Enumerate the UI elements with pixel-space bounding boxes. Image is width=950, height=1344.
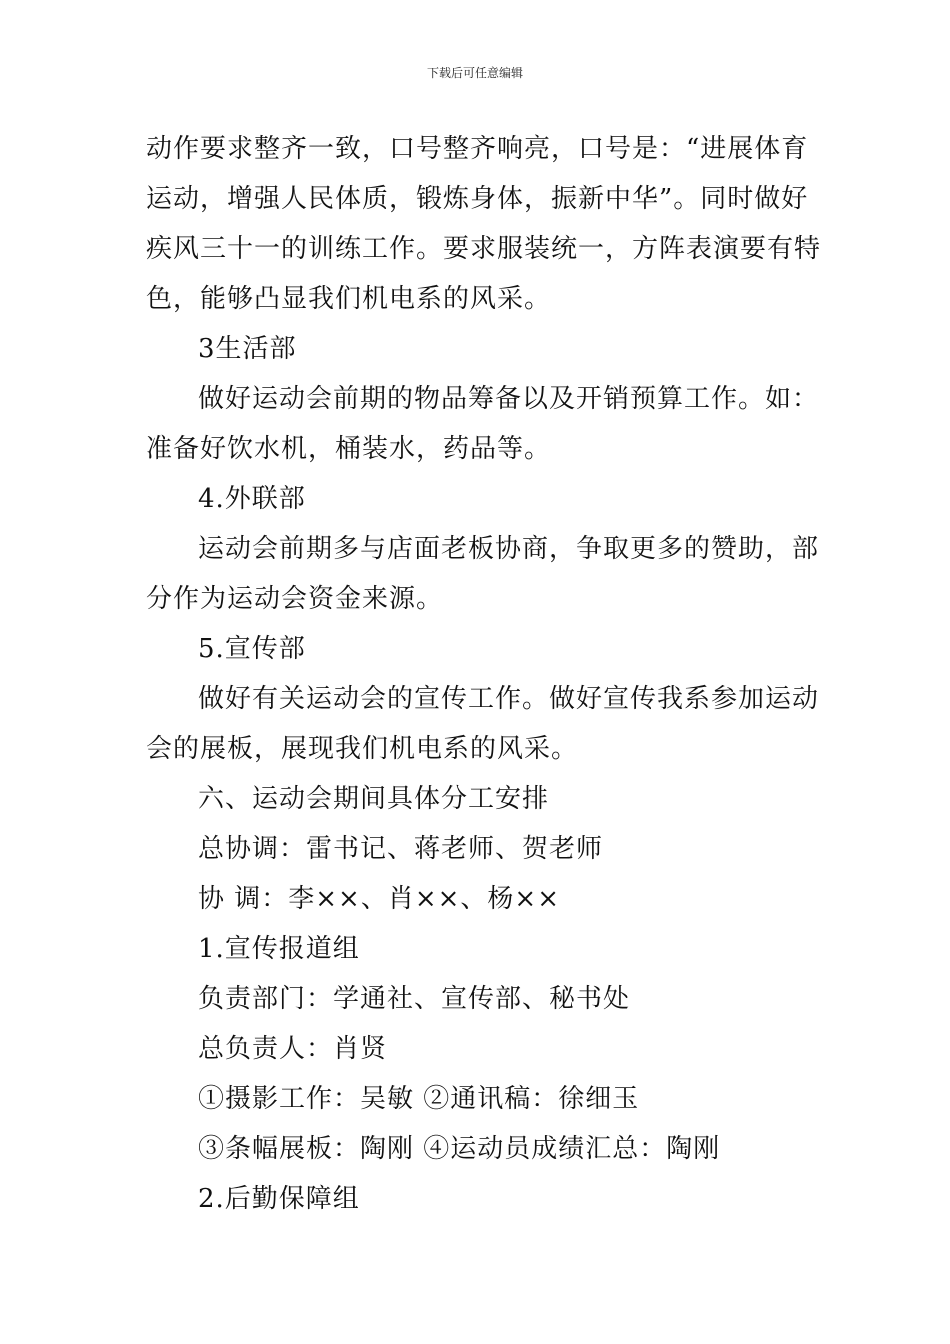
document-body [146, 124, 822, 1224]
paragraph-line: 做好运动会前期的物品筹备以及开销预算工作。如： [198, 384, 820, 414]
section-heading: 4.外联部 [198, 484, 306, 514]
paragraph-line: ①摄影工作：吴敏 ②通讯稿：徐细玉 [198, 1084, 640, 1114]
section-heading: 六、运动会期间具体分工安排 [198, 784, 550, 814]
paragraph-line: 做好有关运动会的宣传工作。做好宣传我系参加运动 [198, 684, 820, 714]
section-heading: 3生活部 [198, 334, 297, 364]
paragraph-line: 总协调：雷书记、蒋老师、贺老师 [198, 834, 604, 864]
section-heading: 2.后勤保障组 [198, 1184, 360, 1214]
paragraph-line: ③条幅展板：陶刚 ④运动员成绩汇总：陶刚 [198, 1134, 721, 1164]
section-heading: 5.宣传部 [198, 634, 306, 664]
paragraph-line: 动作要求整齐一致，口号整齐响亮，口号是：“进展体育 [146, 134, 809, 164]
header-note: 下载后可任意编辑 [426, 66, 523, 80]
paragraph-line: 准备好饮水机，桶装水，药品等。 [146, 434, 552, 464]
paragraph-line: 疾风三十一的训练工作。要求服装统一，方阵表演要有特 [146, 234, 822, 264]
paragraph-line: 总负责人：肖贤 [198, 1034, 388, 1064]
paragraph-line: 协 调：李××、肖××、杨×× [198, 884, 560, 914]
paragraph-line: 运动，增强人民体质，锻炼身体，振新中华”。同时做好 [146, 184, 809, 214]
paragraph-line: 负责部门：学通社、宣传部、秘书处 [198, 984, 631, 1014]
section-heading: 1.宣传报道组 [198, 934, 360, 964]
paragraph-line: 分作为运动会资金来源。 [146, 584, 444, 614]
paragraph-line: 运动会前期多与店面老板协商，争取更多的赞助，部 [198, 534, 820, 564]
paragraph-line: 色，能够凸显我们机电系的风采。 [146, 284, 552, 314]
paragraph-line: 会的展板，展现我们机电系的风采。 [146, 734, 579, 764]
